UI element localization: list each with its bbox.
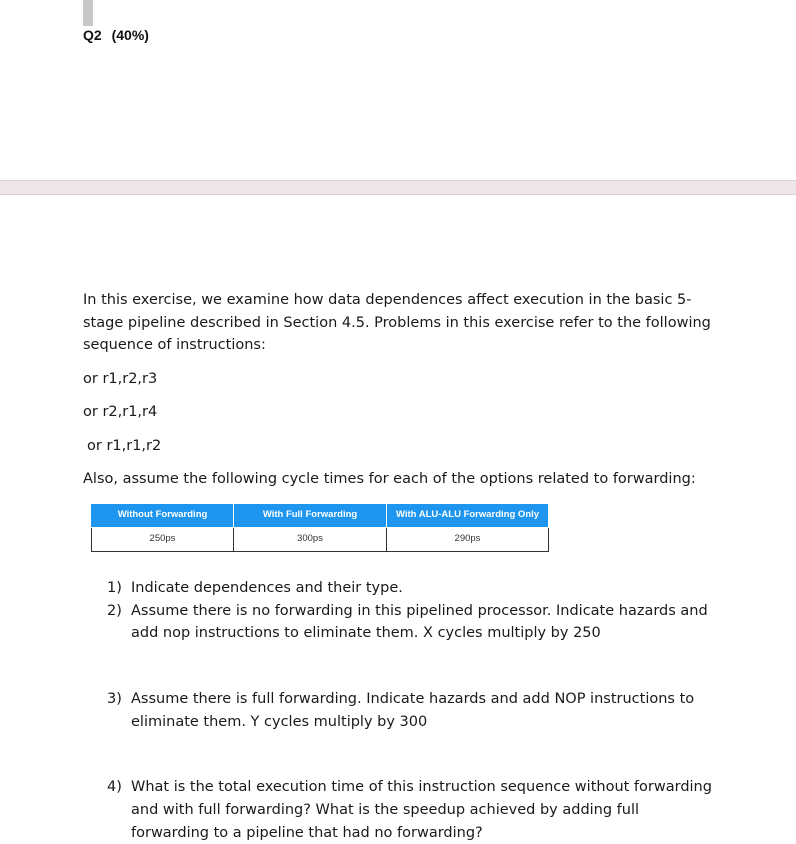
intro-paragraph: In this exercise, we examine how data dependences affect execution in the basic 5-stage pipeline described in Section 4.5. Problems in this exercise refer to the following sequence of instructions: <box>83 292 711 354</box>
question-body <box>83 289 713 844</box>
question-heading <box>83 27 149 43</box>
task-number: 2) <box>107 602 122 619</box>
task-number: 4) <box>107 779 122 796</box>
list-item <box>83 776 713 844</box>
task-text: What is the total execution time of this instruction sequence without forwarding and with full forwarding? What is the speedup achieved by adding full forwarding to a pipeline that had no forwarding? <box>131 779 712 841</box>
assumption-paragraph: Also, assume the following cycle times for each of the options related to forwarding: <box>83 470 696 487</box>
value-alu-forwarding: 290ps <box>387 528 549 552</box>
table-header-row <box>92 504 549 528</box>
task-list <box>83 577 713 844</box>
question-number: Q2 <box>83 27 102 43</box>
task-number: 3) <box>107 690 122 707</box>
page-break-divider <box>0 180 796 195</box>
header-without-forwarding: Without Forwarding <box>92 504 234 528</box>
task-number: 1) <box>107 579 122 596</box>
value-without-forwarding: 250ps <box>92 528 234 552</box>
instruction-line: or r2,r1,r4 <box>83 404 158 421</box>
list-item <box>83 600 713 645</box>
question-weight: (40%) <box>111 27 149 43</box>
list-item <box>83 577 713 600</box>
value-full-forwarding: 300ps <box>234 528 387 552</box>
header-full-forwarding: With Full Forwarding <box>234 504 387 528</box>
instruction-line: or r1,r2,r3 <box>83 371 158 388</box>
page-top-marker <box>83 0 93 26</box>
task-text: Indicate dependences and their type. <box>131 579 403 596</box>
table-row <box>92 528 549 552</box>
task-text: Assume there is full forwarding. Indicate hazards and add NOP instructions to eliminate them. Y cycles multiply by 300 <box>131 690 695 730</box>
instruction-line: or r1,r1,r2 <box>87 437 162 454</box>
cycle-time-table <box>91 503 549 551</box>
task-text: Assume there is no forwarding in this pipelined processor. Indicate hazards and add nop instructions to eliminate them. X cycles multiply by 250 <box>131 602 708 642</box>
header-alu-forwarding: With ALU-ALU Forwarding Only <box>387 504 549 528</box>
list-item <box>83 688 713 733</box>
